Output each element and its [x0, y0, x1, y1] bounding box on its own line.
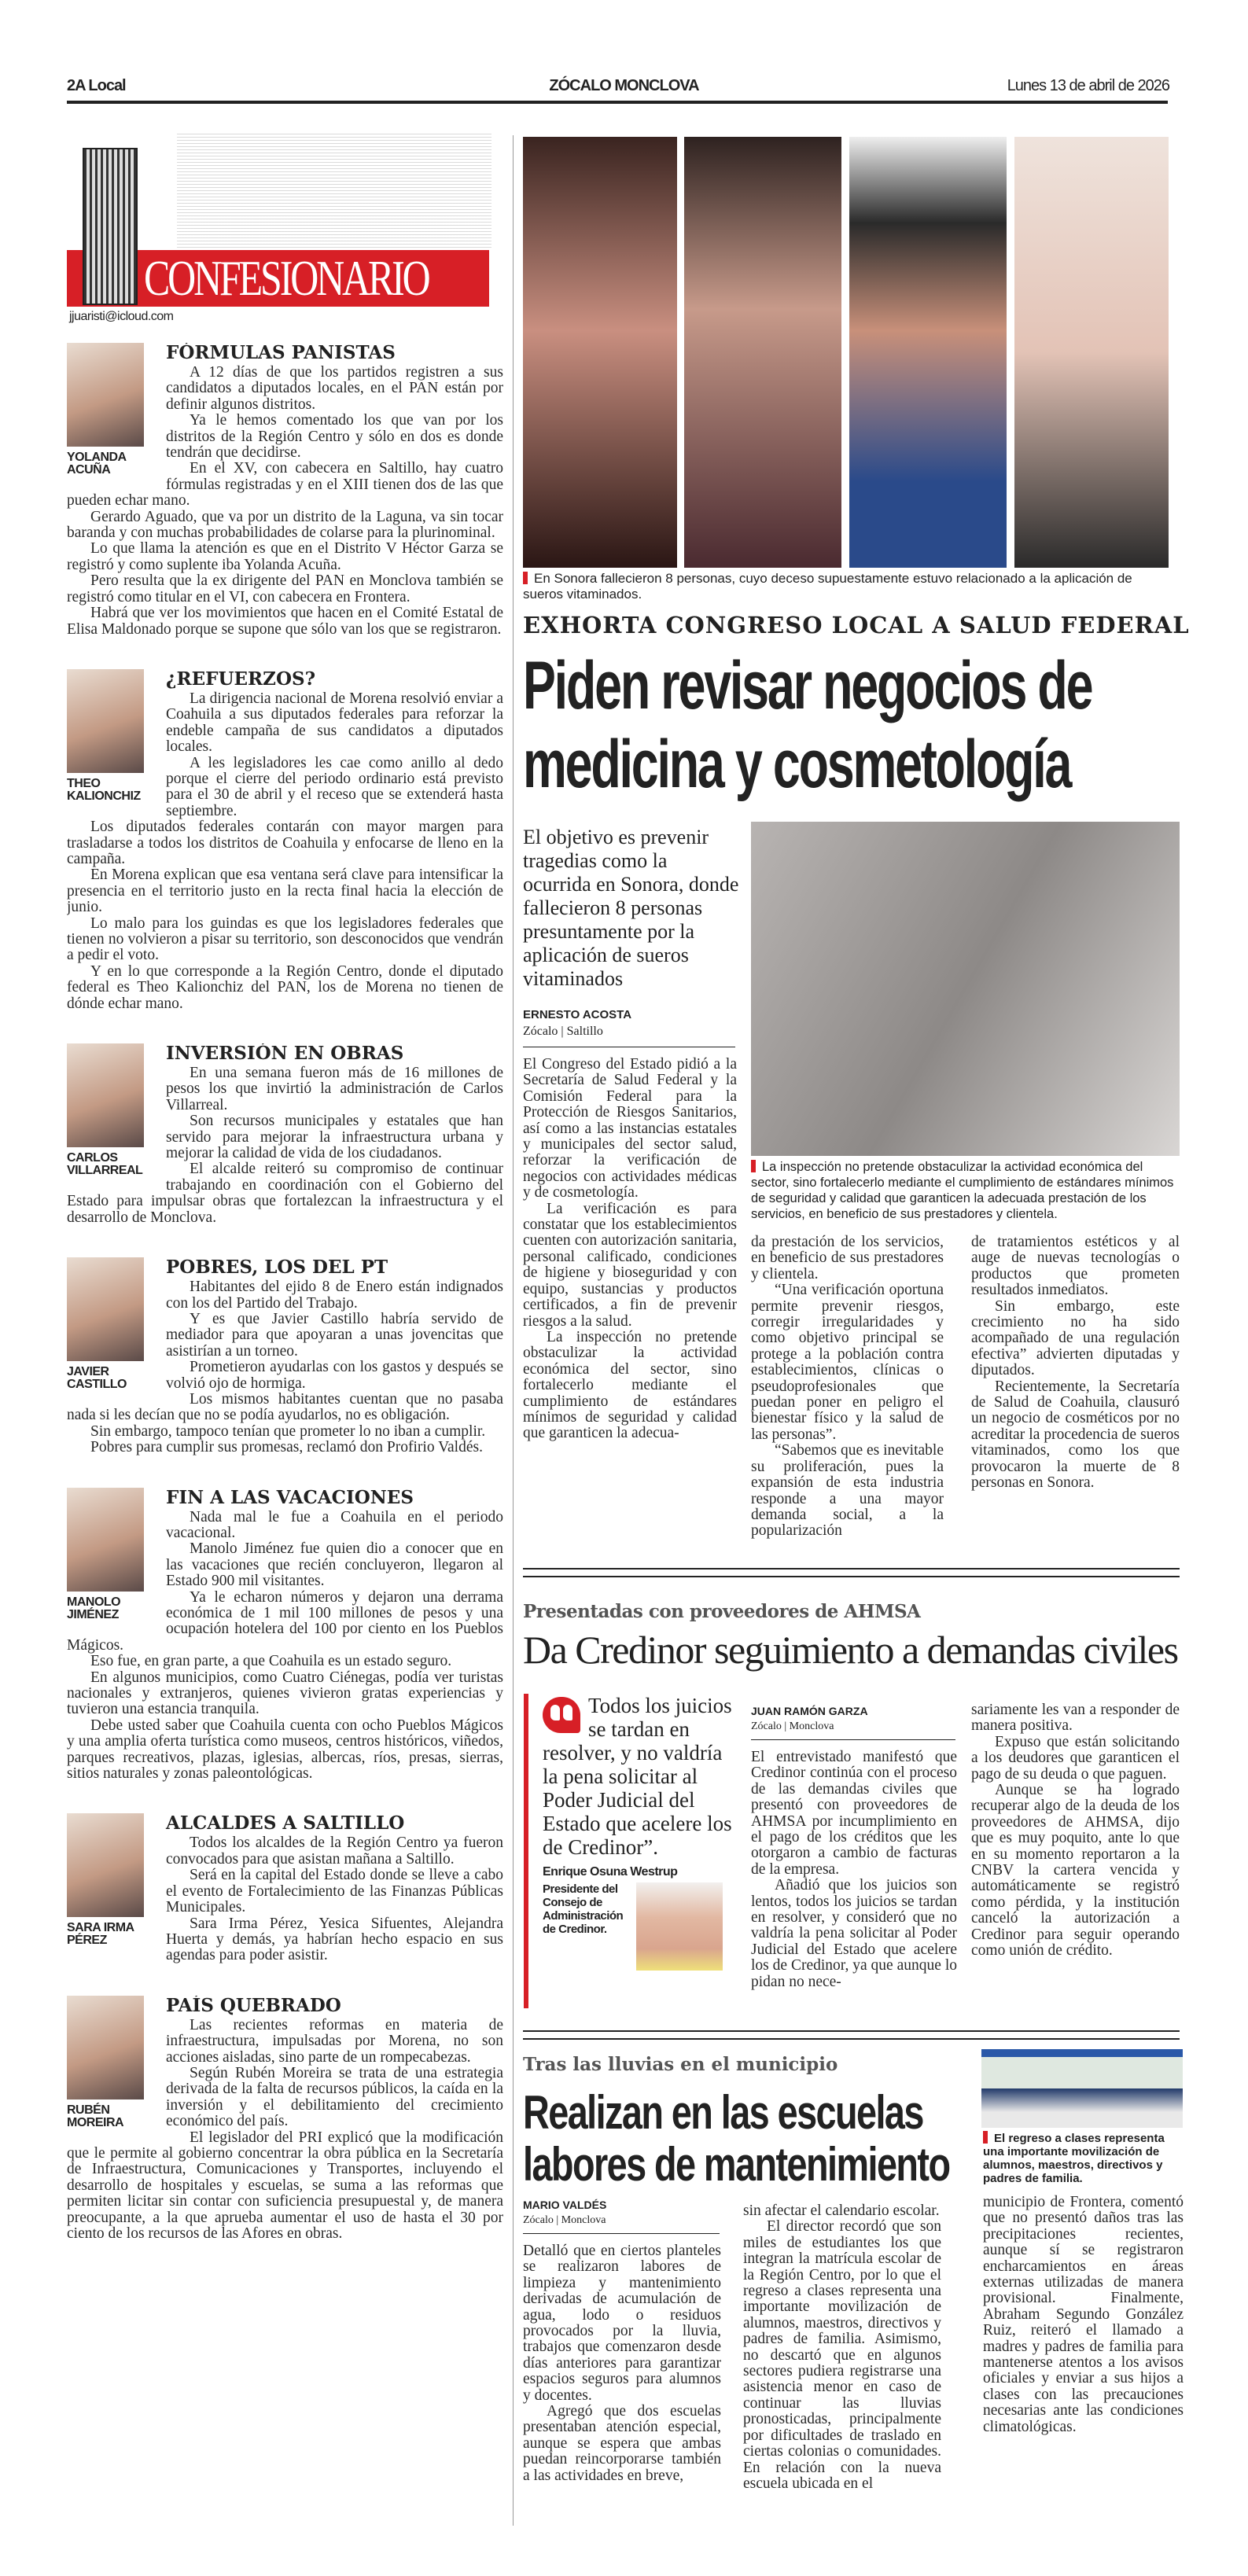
escuelas-column-3: [983, 2195, 1184, 2435]
confesionario-item: [67, 343, 503, 638]
item-title: INVERSIÓN EN OBRAS: [166, 1043, 404, 1065]
paragraph: Gerardo Aguado, que va por un distrito de la Laguna, va sin tocar baranda y con muchas probabilidades de colarse para la plurinominal.: [67, 508, 503, 542]
paragraph: El entrevistado manifestó que Credinor continúa con el proceso de las demandas civiles que presentó con proveedores de AHMSA por incumplimiento en el pago de los créditos que les otorgaron a cambio de facturas de la empresa.: [751, 1749, 957, 1878]
paragraph: Pero resulta que la ex dirigente del PAN en Monclova también se registró como titular en el VI, con cabecera en Frontera.: [67, 572, 503, 605]
paragraph: Eso fue, en gran parte, a que Coahuila es un estado seguro.: [90, 1653, 452, 1670]
paragraph: Añadió que los juicios son lentos, todos los juicios se tardan en resolver, y consideró que no valdría la pena solicitar al Poder Judicial del Estado que acelere los de Credinor, ya que aunque lo pidan no nece-: [751, 1877, 957, 1990]
escuelas-kicker: Tras las lluvias en el municipio: [523, 2054, 838, 2075]
subject-name: SARA IRMA PÉREZ: [67, 1921, 134, 1948]
newspaper-name: ZÓCALO MONCLOVA: [549, 77, 699, 94]
paragraph: Agregó que dos escuelas presentaban atención especial, aunque se espera que ambas puedan reincorporarse también a las actividades en breve,: [523, 2403, 721, 2484]
paragraph: La verificación es para constatar que los establecimientos cuenten con autorización sanitaria, personal calificado, condiciones de higiene y bioseguridad y con equipo, sustancias y productos certificados, a fin de prevenir riesgos a la salud.: [523, 1200, 737, 1330]
columnist-subject: [67, 1488, 144, 1628]
paragraph: sariamente les van a responder de manera positiva.: [971, 1702, 1180, 1735]
subject-name: RUBÉN MOREIRA: [67, 2103, 124, 2129]
caption-text: En Sonora fallecieron 8 personas, cuyo deceso supuestamente estuvo relacionado a la aplicación de sueros vitaminados.: [523, 571, 1132, 602]
escuelas-column-1: [523, 2243, 721, 2484]
credinor-column-2-flow: [751, 1705, 957, 1990]
story-left-flow: [523, 826, 739, 1442]
paragraph: “Una verificación oportuna permite prevenir riesgos, corregir irregularidades y como objetivo principal se protege a la población contra establecimientos, clínicas o pseudoprofesionales que puedan poner en peligro el bienestar físico y la salud de las personas”.: [751, 1282, 944, 1443]
paragraph: Lo que llama la atención es que en el Distrito V Héctor Garza se registró y como suplente iba Yolanda Acuña.: [67, 540, 503, 573]
columnist-subject: [67, 343, 144, 483]
paragraph: A les legisladores les cae como anillo al dedo porque el cierre del periodo ordinario está previsto para el 30 de abril y el receso que se extenderá hasta septiembre.: [166, 754, 503, 819]
item-title: FÓRMULAS PANISTAS: [166, 343, 396, 363]
story-kicker: EXHORTA CONGRESO LOCAL A SALUD FEDERAL: [523, 612, 1190, 638]
subject-photo: [67, 1813, 144, 1917]
paragraph: Recientemente, la Secretaría de Salud de Coahuila, clausuró un negocio de cosméticos por no acreditar la procedencia de sueros vitaminados, como los que provocaron la muerte de 8 personas en Sonora.: [971, 1378, 1180, 1492]
paragraph: Nada mal le fue a Coahuila en el periodo vacacional.: [166, 1508, 503, 1541]
subject-photo: [67, 669, 144, 773]
confesionario-column: [67, 343, 503, 2273]
caption-marker: [751, 1160, 756, 1172]
credinor-kicker: Presentadas con proveedores de AHMSA: [523, 1601, 921, 1622]
column-title: CONFESIONARIO: [144, 250, 429, 306]
quote-box: [543, 1694, 735, 1971]
paragraph: Según Rubén Moreira se trata de una estrategia derivada de la falta de recursos públicos, la caída en la inversión y el debilitamiento del crecimiento económico del país.: [166, 2064, 503, 2130]
dateline: Zócalo | Saltillo: [523, 1025, 603, 1038]
confesionario-item: [67, 1043, 503, 1226]
paragraph: El Congreso del Estado pidió a la Secretaría de Salud Federal y la Comisión Federal para la Protección de Riesgos Sanitarios, así como a las instancias estatales y municipales del sector salud, reforzar la verificación de negocios con actividades médicas y de cosmetología.: [523, 1056, 737, 1202]
confessional-icon: [83, 148, 138, 305]
paragraph: El legislador del PRI explicó que la modificación que le permite al gobierno concentrar la obra pública en la Secretaría de Infraestructura, Comunicaciones y Transportes, incluyendo el desarrollo de hospitales y escuelas, se suma a las reformas que permiten licitar sin contar con suficiencia presupuestal y, de manera preocupante, a la que aprueba aumentar el uso de hasta el 30 por ciento de los recursos de las Afores en obras.: [67, 2129, 503, 2242]
section-rule: [523, 1576, 1180, 1577]
item-title: PAÍS QUEBRADO: [166, 1995, 341, 2016]
subject-name: MANOLO JIMÉNEZ: [67, 1595, 121, 1621]
paragraph: Aunque se ha logrado recuperar algo de la deuda de los proveedores de AHMSA, dijo que es muy poquito, ante lo que en su momento reportaron a la CNBV la cartera vencida y automáticamente se registró como pérdida, y la institución canceló la autorización a Credinor para seguir operando como unión de crédito.: [971, 1782, 1180, 1960]
paragraph: En el XV, con cabecera en Saltillo, hay cuatro fórmulas registradas y en el XIII tienen dos de las que pueden echar mano.: [67, 460, 503, 510]
columnist-subject: [67, 1043, 144, 1183]
caption-marker: [983, 2131, 988, 2144]
item-title: ¿REFUERZOS?: [166, 668, 316, 690]
paragraph: Sin embargo, tampoco tenían que prometer lo no iban a cumplir.: [90, 1422, 486, 1440]
escuelas-column-1-flow: [523, 2199, 721, 2484]
paragraph: de tratamientos estéticos y al auge de nuevas tecnologías o productos que prometen resultados inmediatos.: [971, 1234, 1180, 1299]
confesionario-item: [67, 669, 503, 1012]
escuelas-headline: Realizan en las escuelas labores de mantenimiento: [523, 2086, 950, 2191]
quote-author: Enrique Osuna Westrup: [543, 1865, 678, 1879]
paragraph: Y en lo que corresponde a la Región Centro, donde el diputado federal es Theo Kalionchiz del PAN, los de Morena no tienen de dónde echar mano.: [67, 962, 503, 1012]
photo-victim-3: [849, 137, 1007, 568]
confesionario-item: [67, 1996, 503, 2243]
story-column-1: [523, 1057, 737, 1442]
author-name: ERNESTO ACOSTA: [523, 1008, 632, 1021]
story-column-3: [971, 1235, 1180, 1540]
dateline: Zócalo | Monclova: [523, 2214, 606, 2226]
item-title: FIN A LAS VACACIONES: [166, 1487, 414, 1508]
subject-name: JAVIER CASTILLO: [67, 1365, 127, 1392]
paragraph: A 12 días de que los partidos registren a sus candidatos a diputados locales, en el PAN están por definir algunos distritos.: [166, 364, 503, 413]
caption-text: La inspección no pretende obstaculizar la actividad económica del sector, sino fortalecerlo mediante el cumplimiento de estándares mínimos de seguridad y calidad que garanticen la adecuada prestación de los servicios, en beneficio de sus prestadores y clientela.: [751, 1160, 1174, 1221]
paragraph: Sin embargo, este crecimiento no ha sido acompañado de una regulación efectiva” advierten diputadas y diputados.: [971, 1297, 1180, 1379]
paragraph: Prometieron ayudarlas con los gastos y después se volvió ojo de hormiga.: [166, 1359, 503, 1392]
paragraph: Habitantes del ejido 8 de Enero están indignados con los del Partido del Trabajo.: [166, 1279, 503, 1312]
paragraph: Los mismos habitantes cuentan que no pasaba nada si les decían que no se podía ayudarlos, no es obligación.: [67, 1390, 503, 1424]
author-name: JUAN RAMÓN GARZA: [751, 1705, 868, 1717]
section-label: 2A Local: [67, 77, 126, 94]
columnist-subject: [67, 669, 144, 809]
paragraph: sin afectar el calendario escolar.: [743, 2202, 940, 2219]
caption-text: El regreso a clases representa una importante movilización de alumnos, maestros, directivos y padres de familia.: [983, 2132, 1165, 2185]
paragraph: Todos los alcaldes de la Región Centro ya fueron convocados para que asistan mañana a Saltillo.: [166, 1834, 503, 1868]
dateline: Zócalo | Monclova: [751, 1720, 834, 1732]
section-rule: [523, 2038, 1180, 2040]
paragraph: Las recientes reformas en materia de infraestructura, impulsadas por Morena, no son acciones aisladas, sino parte de un rompecabezas.: [166, 2016, 503, 2066]
item-title: ALCALDES A SALTILLO: [166, 1813, 405, 1834]
paragraph: “Sabemos que es inevitable su proliferación, pues la expansión de esta industria responde a una mayor demanda social, a la popularización: [751, 1442, 944, 1540]
paragraph: Los diputados federales contarán con mayor margen para trasladarse a todos los distritos de Coahuila y enfocarse de lleno en la campaña.: [67, 819, 503, 867]
paragraph: Habrá que ver los movimientos que hacen en el Comité Estatal de Elisa Maldonado porque se supone que sólo van los que se registraron.: [67, 605, 503, 638]
subject-name: THEO KALIONCHIZ: [67, 776, 141, 803]
paragraph: Sara Irma Pérez, Yesica Sifuentes, Alejandra Huerta y demás, ya habrían hecho espacio en sus agendas para poder asistir.: [166, 1915, 503, 1964]
paragraph: Ya le echaron números y dejaron una derrama económica de 1 mil 100 millones de pesos y una ocupación hotelera del 100 por ciento en los Pueblos Mágicos.: [67, 1588, 503, 1654]
story-column-2: [751, 1235, 944, 1540]
subject-name: YOLANDA ACUÑA: [67, 451, 127, 477]
author-name: MARIO VALDÉS: [523, 2199, 607, 2211]
paragraph: Ya le hemos comentado los que van por los distritos de la Región Centro y sólo en dos es donde tendrán que decidirse.: [166, 412, 503, 462]
byline: [523, 1008, 735, 1047]
subject-photo: [67, 1996, 144, 2099]
caption-marker: [523, 572, 528, 584]
header-rule: [67, 101, 1168, 104]
byline: [751, 1705, 955, 1740]
paragraph: En una semana fueron más de 16 millones de pesos los que invirtió la administración de Carlos Villarreal.: [166, 1065, 503, 1113]
paragraph: La inspección no pretende obstaculizar la actividad económica del sector, sino fortalecerlo mediante el cumplimiento de estándares mínimos de seguridad y calidad que garanticen la adecua-: [523, 1328, 737, 1442]
photo-caption: [523, 571, 1176, 602]
paragraph: municipio de Frontera, comentó que no presentó daños tras las precipitaciones recientes, aunque sí se registraron encharcamientos en áreas externas utilizadas de manera provisional. Finalmente, Abraham Segundo González Ruiz, reiteró el llamado a madres y padres de familia para mantenerse atentos a los avisos oficiales y enviar a sus hijos a clases con las precauciones necesarias ante las condiciones climatológicas.: [983, 2194, 1184, 2435]
issue-date: Lunes 13 de abril de 2026: [1007, 77, 1169, 94]
photo-victim-1: [523, 137, 677, 568]
escuelas-column-2: [743, 2203, 941, 2492]
columnist-email[interactable]: jjuaristi@icloud.com: [69, 310, 174, 323]
byline: [523, 2199, 720, 2234]
section-rule: [523, 1568, 1180, 1570]
photo-victim-4: [1014, 137, 1169, 568]
credinor-column-2: [751, 1750, 957, 1990]
paragraph: da prestación de los servicios, en beneficio de sus prestadores y clientela.: [751, 1234, 944, 1282]
paragraph: En algunos municipios, como Cuatro Ciénegas, podía ver turistas nacionales y extranjeros, quienes vivieron gratas experiencias y tuvieron una estancia tranquila.: [67, 1669, 503, 1718]
credinor-column-3: [971, 1702, 1180, 1960]
columnist-subject: [67, 1996, 144, 2136]
subject-name: CARLOS VILLARREAL: [67, 1151, 143, 1178]
paragraph: Expuso que están solicitando a los deudores que garanticen el pago de su deuda o que paguen.: [971, 1733, 1180, 1783]
story-headline: Piden revisar negocios de medicina y cosmetología: [523, 648, 1092, 802]
item-title: POBRES, LOS DEL PT: [166, 1257, 388, 1279]
paragraph: Será en la capital del Estado donde se lleve a cabo el evento de Fortalecimiento de las Finanzas Públicas Municipales.: [166, 1867, 503, 1916]
columnist-subject: [67, 1813, 144, 1953]
subject-photo: [67, 1488, 144, 1592]
credinor-headline: Da Credinor seguimiento a demandas civiles: [523, 1628, 1178, 1672]
subject-photo: [67, 343, 144, 447]
paragraph: Detalló que en ciertos planteles se realizaron labores de limpieza y mantenimiento derivadas de acumulación de agua, lodo o residuos provocados por la lluvia, trabajos que comenzaron desde días anteriores para garantizar espacios seguros para alumnos y docentes.: [523, 2243, 721, 2404]
confesionario-item: [67, 1813, 503, 1963]
paragraph: La dirigencia nacional de Morena resolvió enviar a Coahuila a sus diputados federales para reforzar la endeble campaña de sus candidatos a diputados locales.: [166, 690, 503, 756]
students-photo: [981, 2049, 1183, 2128]
confesionario-item: [67, 1257, 503, 1455]
subject-photo: [67, 1043, 144, 1147]
photo-enrique-osuna: [636, 1882, 723, 1971]
paragraph: El alcalde reiteró su compromiso de continuar trabajando en coordinación con el Gobierno del Estado para impulsar obras que fortalezcan la infraestructura y el desarrollo de Monclova.: [67, 1161, 503, 1226]
escuelas-column-3-flow: [983, 2131, 1184, 2435]
image-caption: [751, 1159, 1180, 1222]
paragraph: Debe usted saber que Coahuila cuenta con ocho Pueblos Mágicos y una amplia oferta turística como museos, centros históricos, viñedos, parques recreativos, plazas, iglesias, albercas, ríos, presas, sierras, sitios naturales y zonas paleontológicas.: [67, 1717, 503, 1783]
confesionario-logo: [67, 132, 489, 307]
confesionario-item: [67, 1488, 503, 1783]
photo-victim-2: [684, 137, 841, 568]
quote-bar: [524, 1694, 528, 2008]
escuelas-photo-caption: [983, 2131, 1184, 2185]
paragraph: Manolo Jiménez fue quien dio a conocer que en las vacaciones que recién concluyeron, llegaron al Estado 900 mil visitantes.: [166, 1540, 503, 1590]
paragraph: Pobres para cumplir sus promesas, reclamó don Profirio Valdés.: [90, 1439, 483, 1456]
section-rule: [523, 2030, 1180, 2032]
map-pattern: [177, 132, 491, 250]
paragraph: En Morena explican que esa ventana será clave para intensificar la presencia en el territorio justo en la recta final hacia la elección de junio.: [67, 867, 503, 916]
paragraph: Lo malo para los guindas es que los legisladores federales que tienen no volvieron a pisar su territorio, son desconocidos que vendrán a pedir el voto.: [67, 914, 503, 964]
paragraph: Son recursos municipales y estatales que han servido para mejorar la infraestructura urbana y mejorar la calidad de vida de los ciudadanos.: [166, 1113, 503, 1162]
columnist-subject: [67, 1257, 144, 1397]
column-divider: [513, 135, 514, 2526]
story-right-flow: [751, 1159, 1180, 1540]
subject-photo: [67, 1257, 144, 1361]
paragraph: El director recordó que son miles de estudiantes los que integran la matrícula escolar de la Región Centro, por lo que el regreso a clases representa una importante movilización de alumnos, maestros, directivos y padres de familia. Asimismo, no descartó que en algunos sectores pudiera registrarse una asistencia menor en caso de continuar las lluvias pronosticadas, principalmente por dificultades de traslado en ciertas colonias o comunidades. En relación con la nueva escuela ubicada en el: [743, 2218, 941, 2492]
iv-drip-photo: [751, 822, 1180, 1156]
quote-role: Presidente del Consejo de Administración de Credinor.: [543, 1882, 624, 1936]
paragraph: Y es que Javier Castillo habría servido de mediador para que apoyaran a unas jovencitas que asistirían a un torneo.: [166, 1310, 503, 1360]
quote-icon: [543, 1697, 580, 1733]
pull-quote: Todos los juicios se tardan en resolver, y no valdría la pena solicitar al Poder Judicial del Estado que acelere los de Credinor”.: [543, 1694, 732, 1859]
story-deck: El objetivo es prevenir tragedias como la ocurrida en Sonora, donde fallecieron 8 personas presuntamente por la aplicación de sueros vitaminados: [523, 826, 739, 990]
